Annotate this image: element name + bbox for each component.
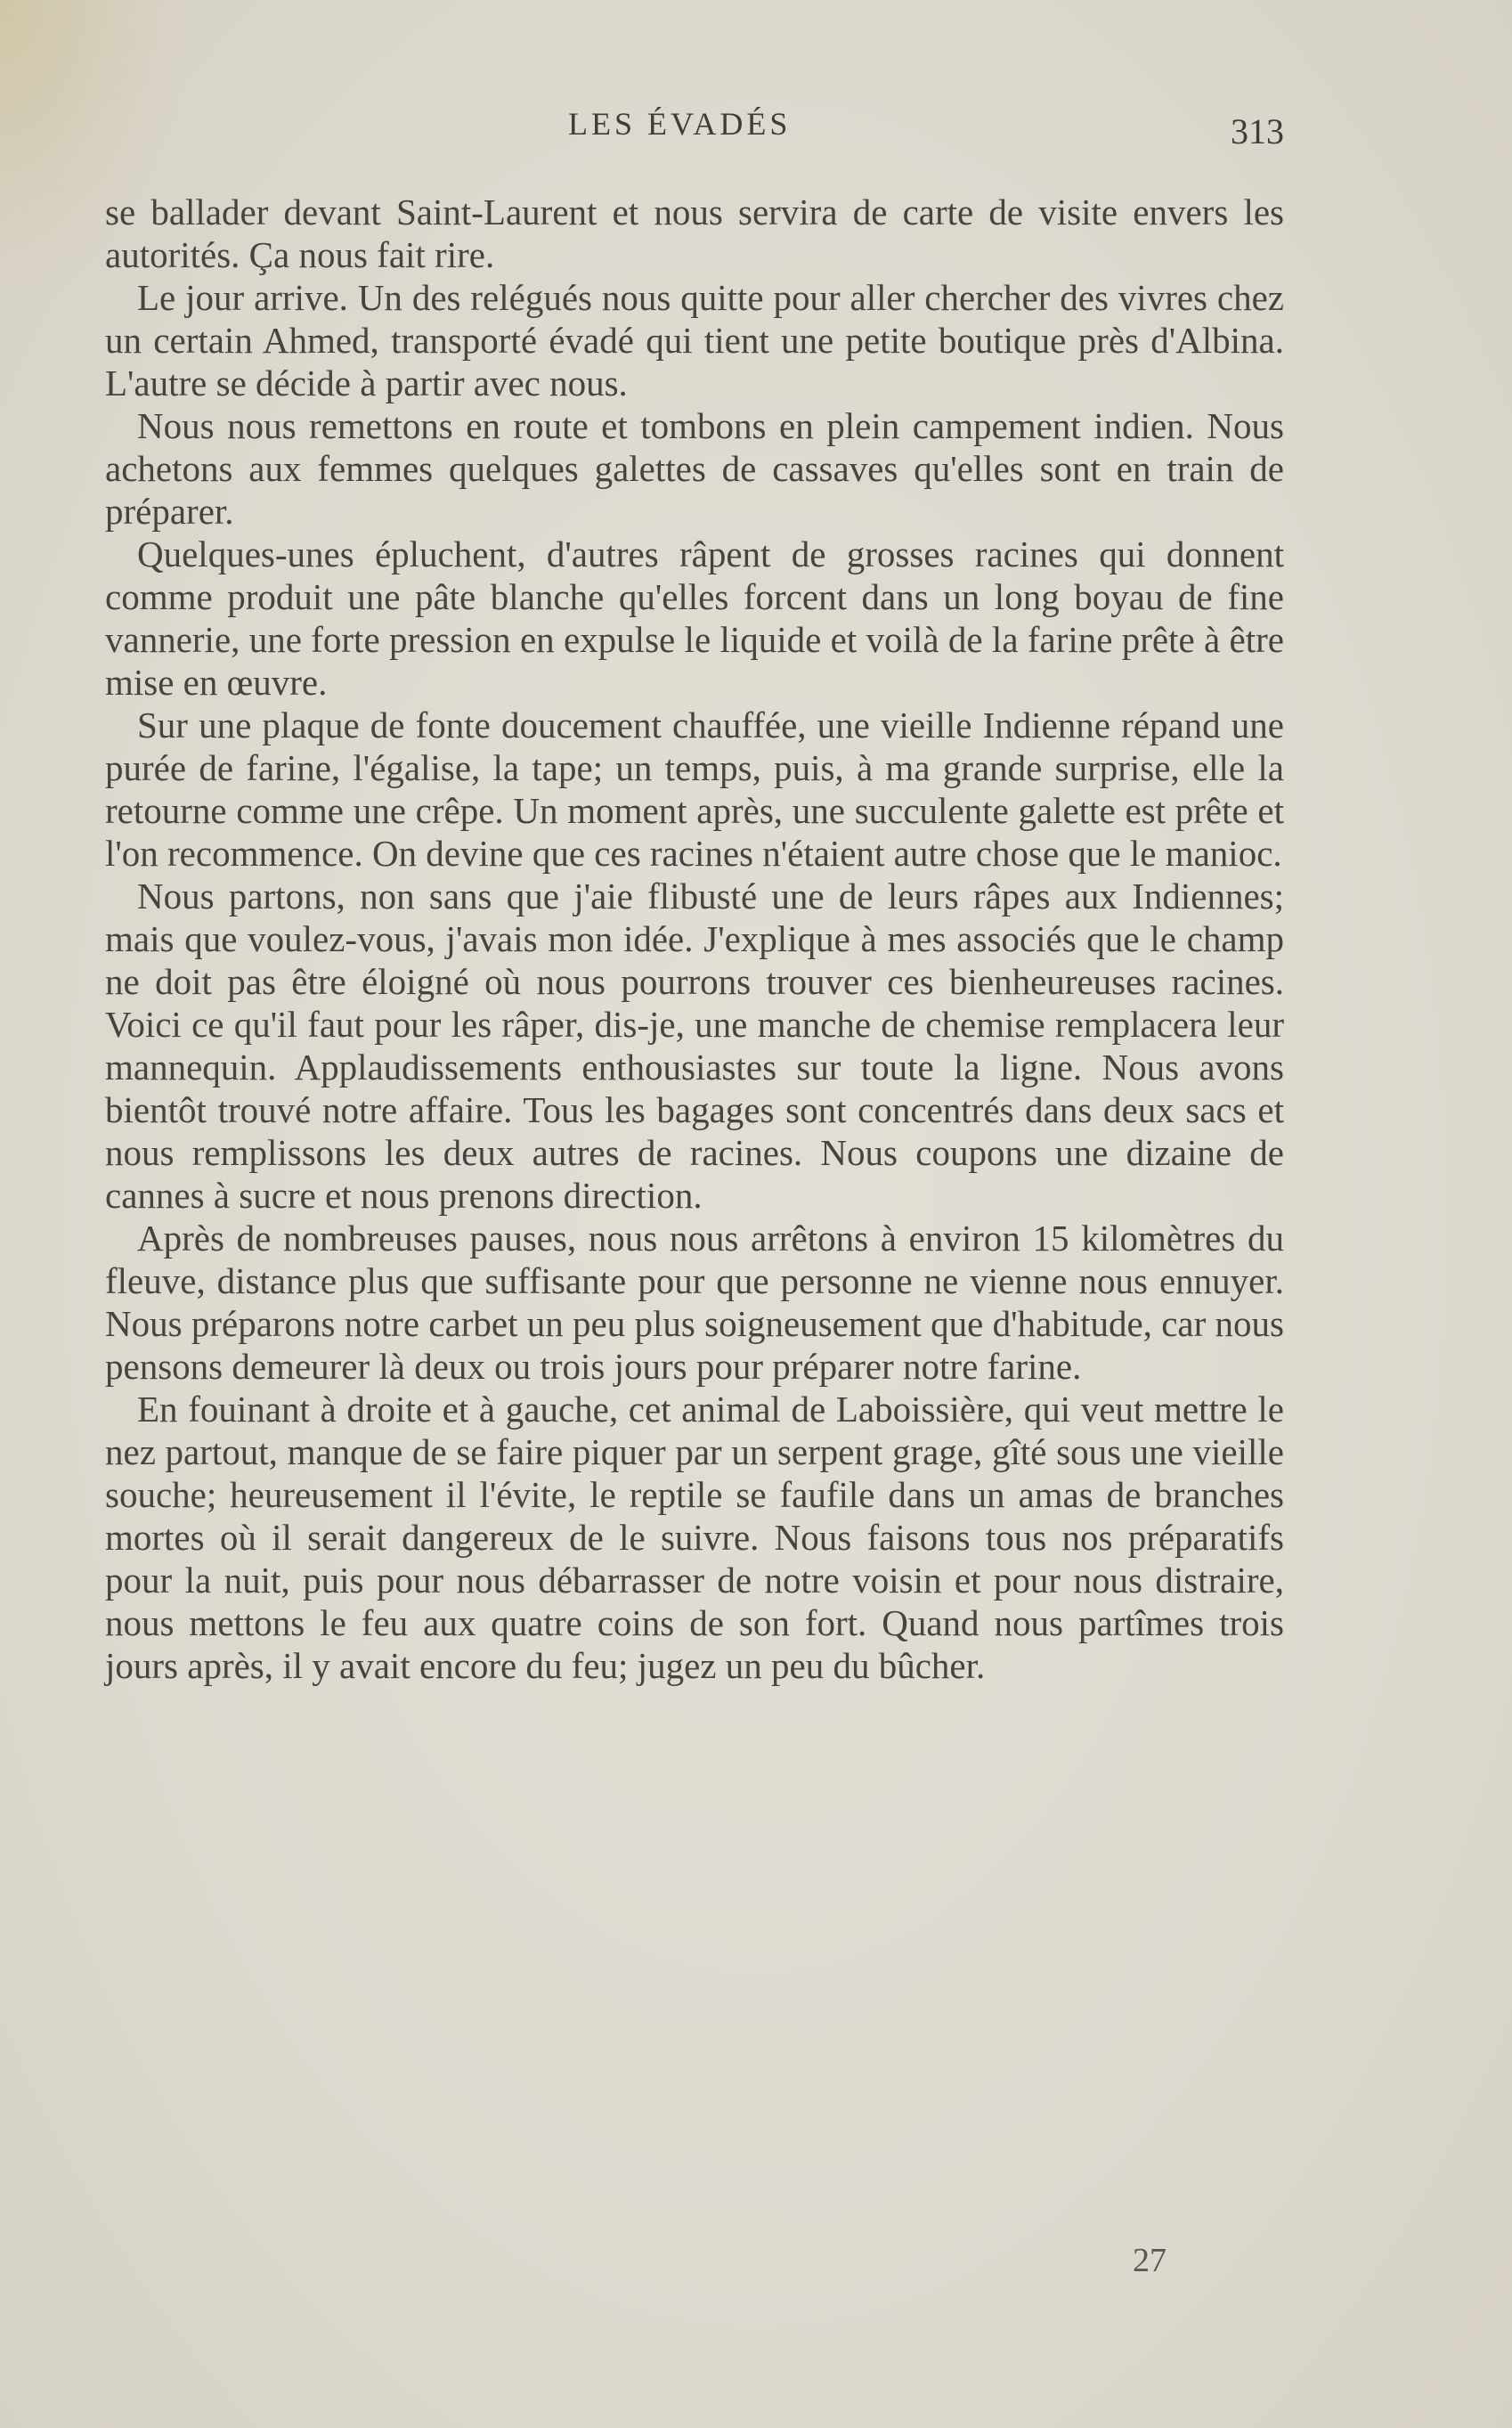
paragraph: Après de nombreuses pauses, nous nous arrêtons à environ 15 kilomètres du fleuve, distance plus que suffisante pour que personne ne vienne nous ennuyer. Nous préparons notre carbet un peu plus soigneusement que d'habitude, car nous pensons demeurer là deux ou trois jours pour préparer notre farine. [105, 1218, 1284, 1387]
paragraph: Quelques-unes épluchent, d'autres râpent de grosses racines qui donnent comme produit une pâte blanche qu'elles forcent dans un long boyau de fine vannerie, une forte pression en expulse le liquide et voilà de la farine prête à être mise en œuvre. [105, 534, 1284, 703]
paragraph: Nous nous remettons en route et tombons en plein campement indien. Nous achetons aux femmes quelques galettes de cassaves qu'elles sont en train de préparer. [105, 405, 1284, 532]
page-header [105, 105, 1284, 159]
printer-signature-mark: 27 [1133, 2242, 1167, 2279]
paragraph: En fouinant à droite et à gauche, cet animal de Laboissière, qui veut mettre le nez partout, manque de se faire piquer par un serpent grage, gîté sous une vieille souche; heureusement il l'évite, le reptile se faufile dans un amas de branches mortes où il serait dangereux de le suivre. Nous faisons tous nos préparatifs pour la nuit, puis pour nous débarrasser de notre voisin et pour nous distraire, nous mettons le feu aux quatre coins de son fort. Quand nous partîmes trois jours après, il y avait encore du feu; jugez un peu du bûcher. [105, 1389, 1284, 1686]
paragraph: Le jour arrive. Un des relégués nous quitte pour aller chercher des vivres chez un certain Ahmed, transporté évadé qui tient une petite boutique près d'Albina. L'autre se décide à partir avec nous. [105, 277, 1284, 403]
running-title: LES ÉVADÉS [568, 106, 792, 142]
paragraph: Nous partons, non sans que j'aie flibusté une de leurs râpes aux Indiennes; mais que voulez-vous, j'avais mon idée. J'explique à mes associés que le champ ne doit pas être éloigné où nous pourrons trouver ces bienheureuses racines. Voici ce qu'il faut pour les râper, dis-je, une manche de chemise remplacera leur mannequin. Applaudissements enthousiastes sur toute la ligne. Nous avons bientôt trouvé notre affaire. Tous les bagages sont concentrés dans deux sacs et nous remplissons les deux autres de racines. Nous coupons une dizaine de cannes à sucre et nous prenons direction. [105, 876, 1284, 1216]
paragraph: Sur une plaque de fonte doucement chauffée, une vieille Indienne répand une purée de farine, l'égalise, la tape; un temps, puis, à ma grande surprise, elle la retourne comme une crêpe. Un moment après, une succulente galette est prête et l'on recommence. On devine que ces racines n'étaient autre chose que le manioc. [105, 705, 1284, 874]
paragraph: se ballader devant Saint-Laurent et nous servira de carte de visite envers les autorités. Ça nous fait rire. [105, 191, 1284, 275]
body-text [105, 191, 1284, 1687]
page-number: 313 [1231, 111, 1284, 151]
